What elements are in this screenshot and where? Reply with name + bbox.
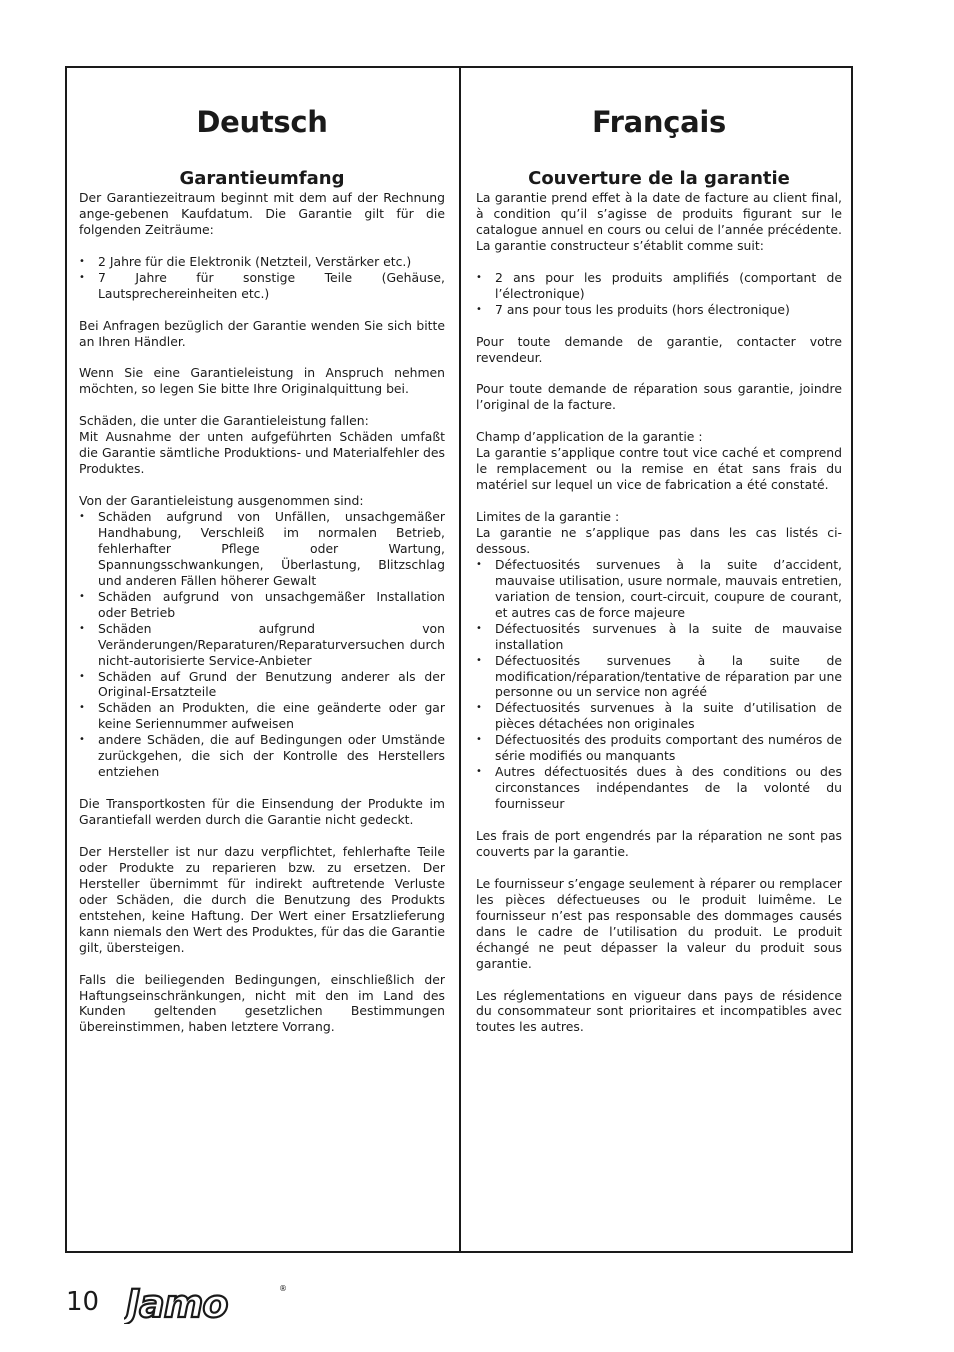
german-body: [79, 190, 445, 1035]
german-heading: Deutsch: [196, 105, 328, 139]
list-item: • Schäden aufgrund von unsachgemäßer Installation oder Betrieb: [79, 589, 445, 621]
french-scope: [476, 429, 842, 493]
column-divider: [459, 66, 461, 1253]
list-item: • Défectuosités survenues à la suite d’utilisation de pièces détachées non originales: [476, 700, 842, 732]
page-number: 10: [66, 1287, 100, 1317]
list-item: • 2 Jahre für die Elektronik (Netzteil, Verstärker etc.): [79, 254, 445, 270]
french-shipping-note: Les frais de port engendrés par la réparation ne sont pas couverts par la garantie.: [476, 828, 842, 859]
german-legal-note: Falls die beiliegenden Bedingungen, einschließlich der Haftungseinschränkungen, nicht mit den im Land des Kunden geltenden gesetzlichen Bestimmungen übereinstimmen, haben letztere Vorrang.: [79, 971, 445, 1035]
list-item: • Défectuosités survenues à la suite d’accident, mauvaise utilisation, usure normale, mauvais entretien, variation de tension, court-circuit, coupure de courant, et autres cas de force majeure: [476, 557, 842, 621]
german-covered-title: Schäden, die unter die Garantieleistung fallen:: [79, 413, 369, 429]
list-item: • Défectuosités des produits comportant des numéros de série modifiés ou manquants: [476, 732, 842, 764]
german-dealer-note: Bei Anfragen bezüglich der Garantie wenden Sie sich bitte an Ihren Händler.: [79, 317, 445, 349]
french-column: [476, 66, 842, 1051]
german-covered-text: Mit Ausnahme der unten aufgeführten Schäden umfaßt die Garantie sämtliche Produktions- und Materialfehler des Produktes.: [79, 429, 445, 477]
french-limits-list: [476, 557, 842, 812]
list-item: • Schäden aufgrund von Veränderungen/Reparaturen/Reparaturversuchen durch nicht-autorisierte Service-Anbieter: [79, 621, 445, 669]
list-item: • 2 ans pour les produits amplifiés (comportant de l’électronique): [476, 270, 842, 302]
jamo-logo: [124, 1284, 289, 1324]
german-intro: Der Garantiezeitraum beginnt mit dem auf der Rechnung ange-gebenen Kaufdatum. Die Garantie gilt für die folgenden Zeiträume:: [79, 190, 445, 237]
list-item: • 7 ans pour tous les produits (hors électronique): [476, 302, 842, 318]
german-covered-damage: [79, 413, 445, 477]
french-liability-note: Le fournisseur s’engage seulement à réparer ou remplacer les pièces défectueuses ou le produit luimême. Le fournisseur n’est pas responsable des dommages causés dans le cadre de l’utilisation du produit. Le produit échangé ne peut dépasser la valeur du produit sous garantie.: [476, 875, 842, 971]
french-section-title: Couverture de la garantie: [528, 168, 790, 189]
german-receipt-note: Wenn Sie eine Garantieleistung in Anspruch nehmen möchten, so legen Sie bitte Ihre Originalquittung bei.: [79, 365, 445, 397]
list-item: • Schäden auf Grund der Benutzung anderer als der Original-Ersatzteile: [79, 669, 445, 701]
french-limits-intro: La garantie ne s’applique pas dans les cas listés ci-dessous.: [476, 524, 842, 556]
french-scope-text: La garantie s’applique contre tout vice caché et comprend le remplacement ou la remise en état sans frais du matériel sur lequel un vice de fabrication a été constaté.: [476, 445, 842, 493]
german-exclusions-intro: Von der Garantieleistung ausgenommen sind:: [79, 493, 364, 509]
list-item: • Autres défectuosités dues à des conditions ou des circonstances indépendantes de la volonté du fournisseur: [476, 764, 842, 812]
french-intro: La garantie prend effet à la date de facture au client final, à condition qu’il s’agisse de produits figurant sur le catalogue annuel en cours ou celui de l’année précédente. La garantie constructeur s’établit comme suit:: [476, 190, 842, 253]
list-item: • Schäden an Produkten, die eine geänderte oder gar keine Seriennummer aufweisen: [79, 700, 445, 732]
german-exclusion-list: [79, 509, 445, 780]
french-dealer-note: Pour toute demande de garantie, contacter votre revendeur.: [476, 333, 842, 365]
registered-mark: ®: [279, 1284, 287, 1293]
french-body: [476, 190, 842, 1035]
german-column: [79, 66, 445, 1051]
german-liability-note: Der Hersteller ist nur dazu verpflichtet, fehlerhafte Teile oder Produkte zu reparieren bzw. zu ersetzen. Der Hersteller übernimmt für indirekt auftretende Verluste oder Schäden, die durch die Benutzung des Produkts entstehen, keine Haftung. Der Wert einer Ersatzlieferung kann niemals den Wert des Produktes, für das die Garantie gilt, übersteigen.: [79, 843, 445, 955]
french-heading: Français: [591, 105, 727, 139]
french-scope-title: Champ d’application de la garantie :: [476, 429, 703, 445]
list-item: • andere Schäden, die auf Bedingungen oder Umstände zurückgehen, die sich der Kontrolle des Herstellers entziehen: [79, 732, 445, 780]
list-item: • Schäden aufgrund von Unfällen, unsachgemäßer Handhabung, Verschleiß im normalen Betrieb, fehlerhafter Pflege oder Wartung, Spannungsschwankungen, Überlastung, Blitzschlag und anderen Fällen höherer Gewalt: [79, 509, 445, 589]
list-item: • Défectuosités survenues à la suite de modification/réparation/tentative de réparation par une personne ou un service non agréé: [476, 653, 842, 701]
french-legal-note: Les réglementations en vigueur dans pays de résidence du consommateur sont prioritaires et incompatibles avec toutes les autres.: [476, 987, 842, 1035]
german-period-list: [79, 254, 445, 302]
french-invoice-note: Pour toute demande de réparation sous garantie, joindre l’original de la facture.: [476, 381, 842, 413]
french-period-list: [476, 270, 842, 318]
list-item: • 7 Jahre für sonstige Teile (Gehäuse, Lautsprechereinheiten etc.): [79, 270, 445, 302]
list-item: • Défectuosités survenues à la suite de mauvaise installation: [476, 621, 842, 653]
jamo-logo-text: Jamo: [126, 1284, 228, 1324]
german-transport-note: Die Transportkosten für die Einsendung der Produkte im Garantiefall werden durch die Garantie nicht gedeckt.: [79, 796, 445, 828]
french-limits-title: Limites de la garantie :: [476, 508, 620, 524]
german-section-title: Garantieumfang: [179, 168, 345, 189]
